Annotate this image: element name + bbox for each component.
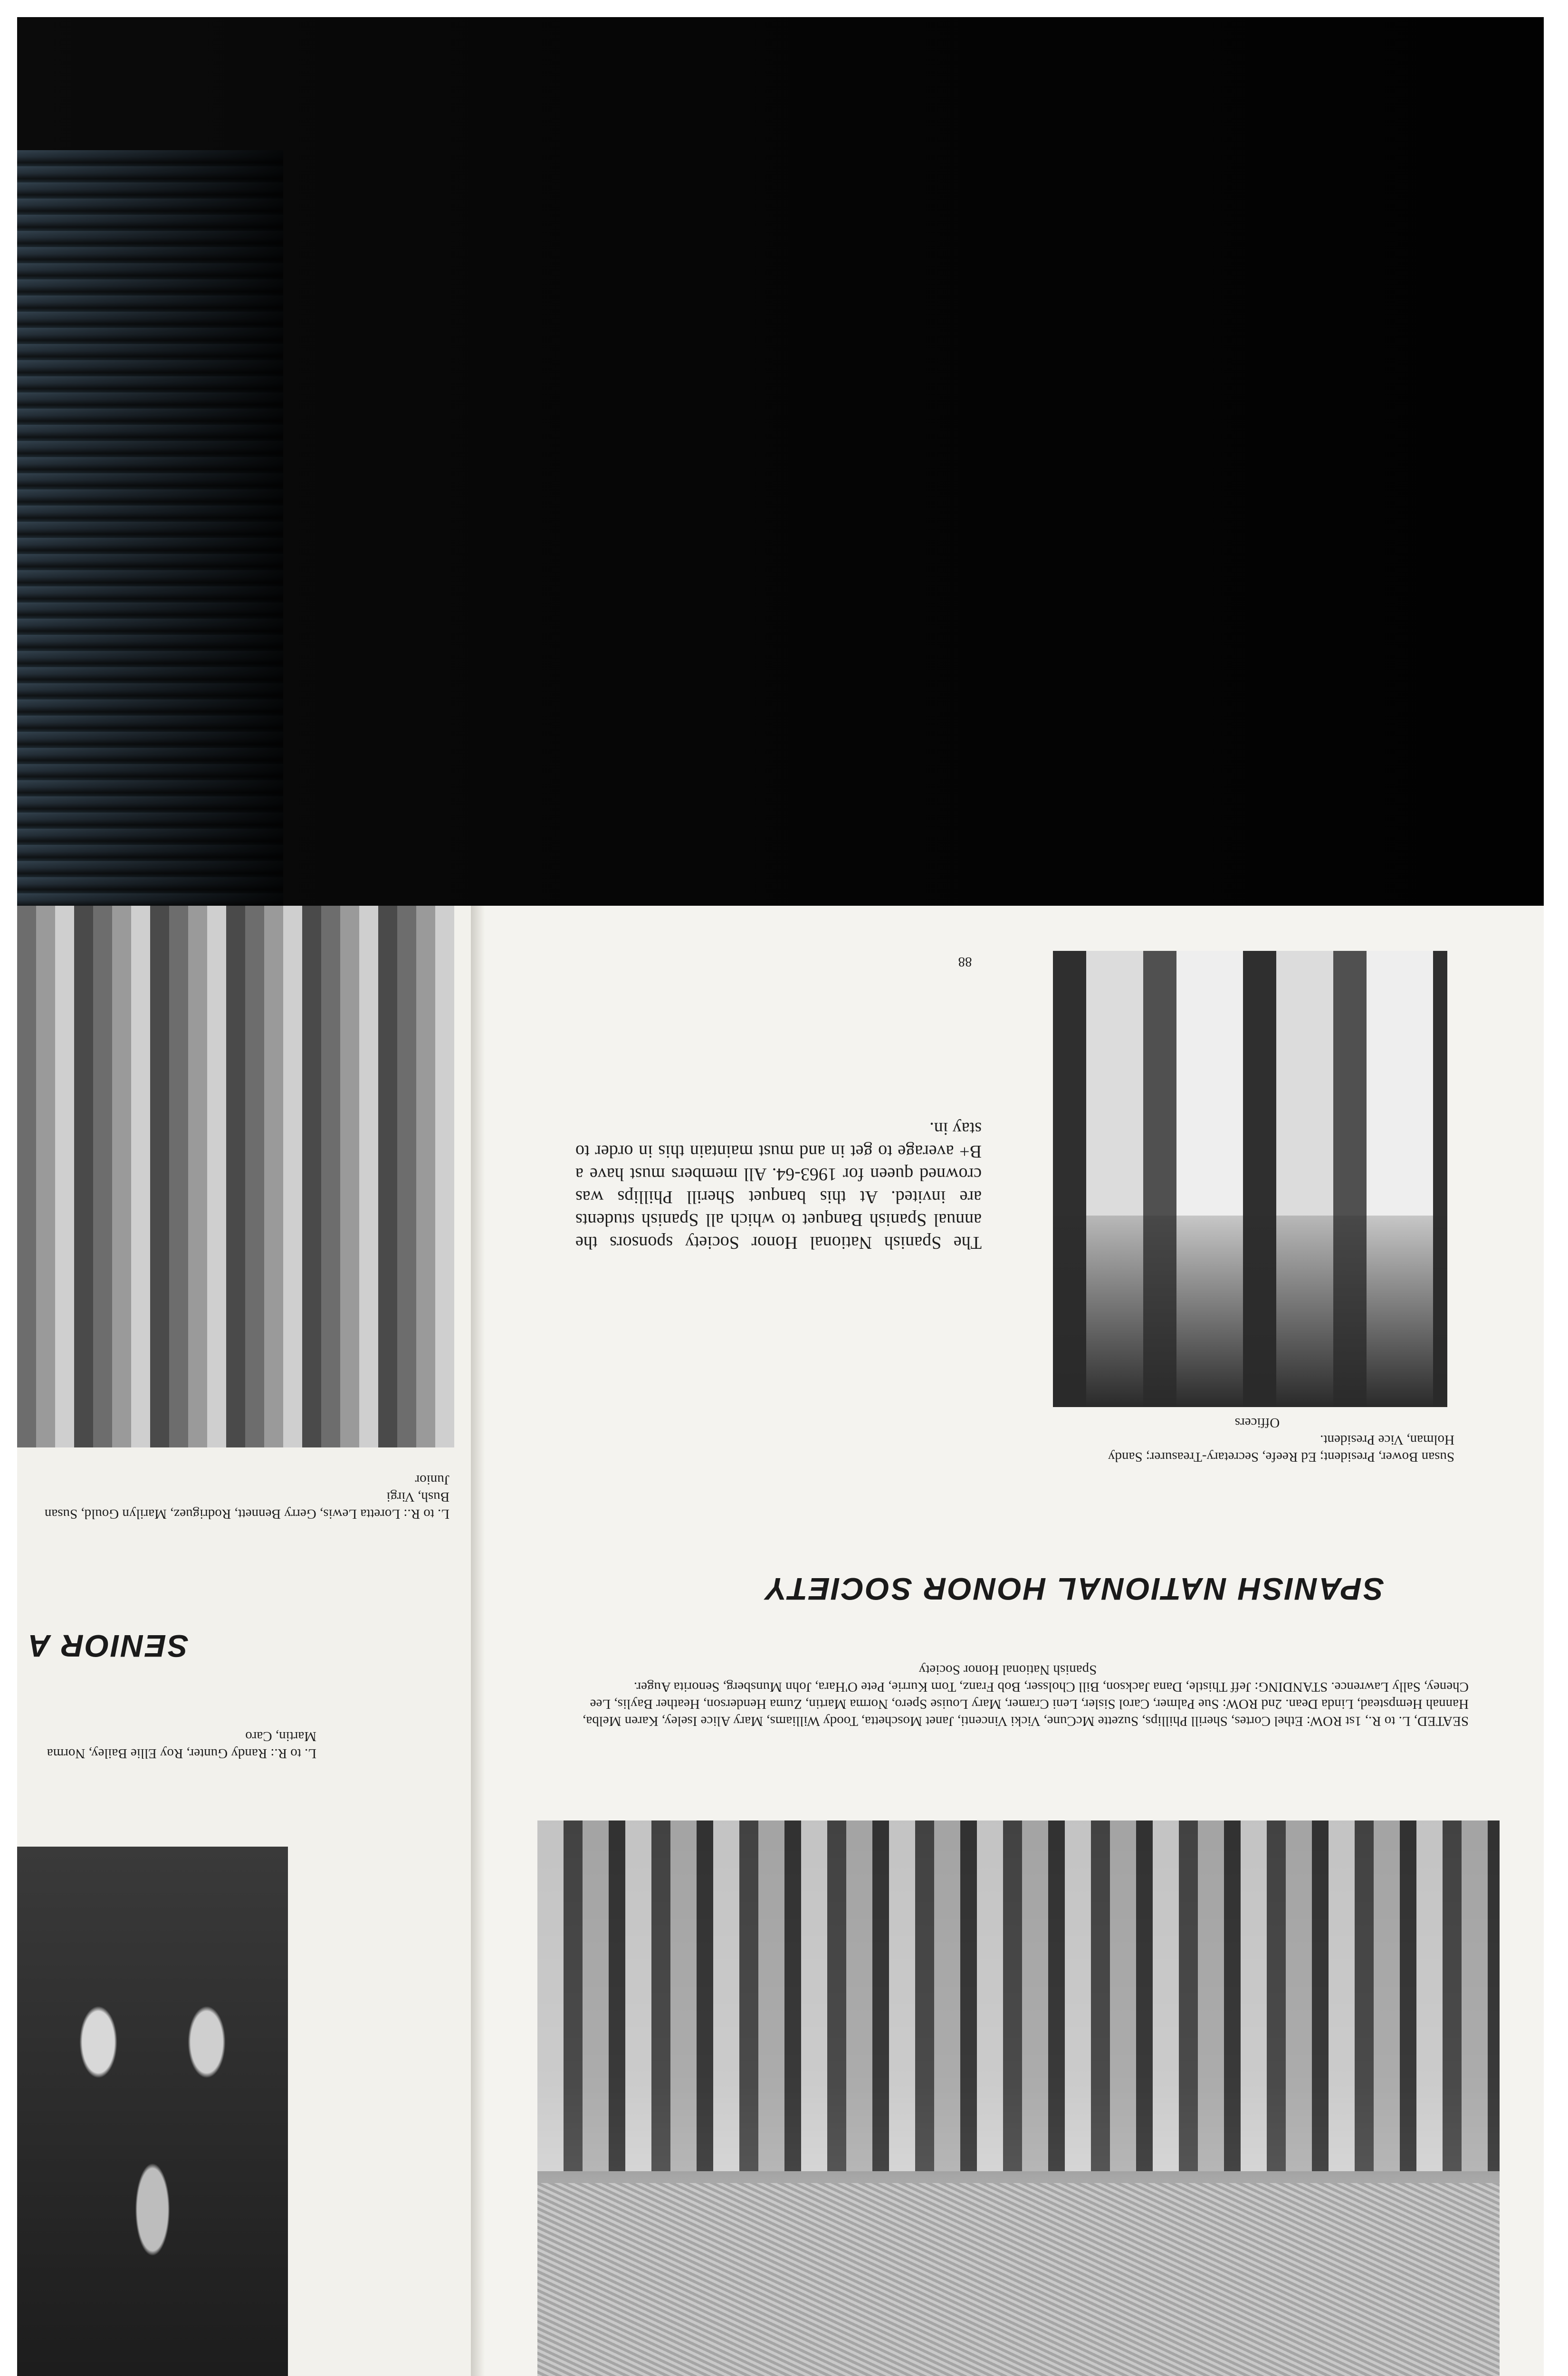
left-page [17,906,471,2376]
page-number: 88 [958,954,972,969]
right-page [485,906,1544,2376]
group-photo [537,1820,1500,2376]
window-blinds-reflection [17,150,283,906]
group-photo-caption-text: SEATED, L. to R., 1st ROW: Ethel Cortes, Sherill Phillips, Suzette McCune, Vicki Vincenti, Janet Moschetta, Toody Williams, Mary Alice Iseley, Karen Melba, Hannah Hempstead, Linda Dean. 2nd ROW: Sue Palmer, Carol Sisler, Leni Cramer, Mary Louise Spero, Norma Martin, Zuma Henderson, Heather Baylis, Lee Cheney, Sally Lawrence. STANDING: Jeff Thistle, Dana Jackson, Bill Cholsser, Bob Franz, Tom Kurrie, Pete O'Hara, John Munsberg, Senorita Auger. [583,1679,1469,1729]
group-photo-caption-title: Spanish National Honor Society [918,1662,1097,1677]
scanned-yearbook-spread [17,17,1544,2376]
book-gutter [471,906,485,2376]
left-top-photo [17,906,454,1447]
officers-caption-text: Susan Bower, President; Ed Reefe, Secretary-Treasurer; Sandy Holman, Vice President. [1108,1432,1454,1465]
junior-caption-text: L. to R.: Loretta Lewis, Gerry Bennett, Rodriguez, Marilyn Gould, Susan Bush, Virgi [44,1489,449,1522]
left-bottom-photo [17,1847,288,2376]
officers-caption [1060,1414,1454,1466]
junior-caption-title: Junior [415,1472,449,1487]
section-heading: SPANISH NATIONAL HONOR SOCIETY [765,1571,1384,1607]
officers-photo [1053,951,1447,1407]
officers-caption-title: Officers [1234,1415,1280,1430]
senior-caption: L. to R.: Randy Gunter, Roy Ellie Bailey, Norma Martin, Caro [47,1729,316,1761]
society-description: The Spanish National Honor Society sponsors the annual Spanish Banquet to which all Spanish students are invited. At this banquet Sherill Phillips was crowned queen for 1963-64. All members must have a B+ average to get in and must maintain this in order to stay in. [575,1119,982,1253]
dark-cover-area [17,17,1544,906]
group-photo-caption [547,1661,1469,1730]
junior-caption [22,1471,449,1523]
left-heading-fragment: SENIOR A [27,1629,189,1664]
